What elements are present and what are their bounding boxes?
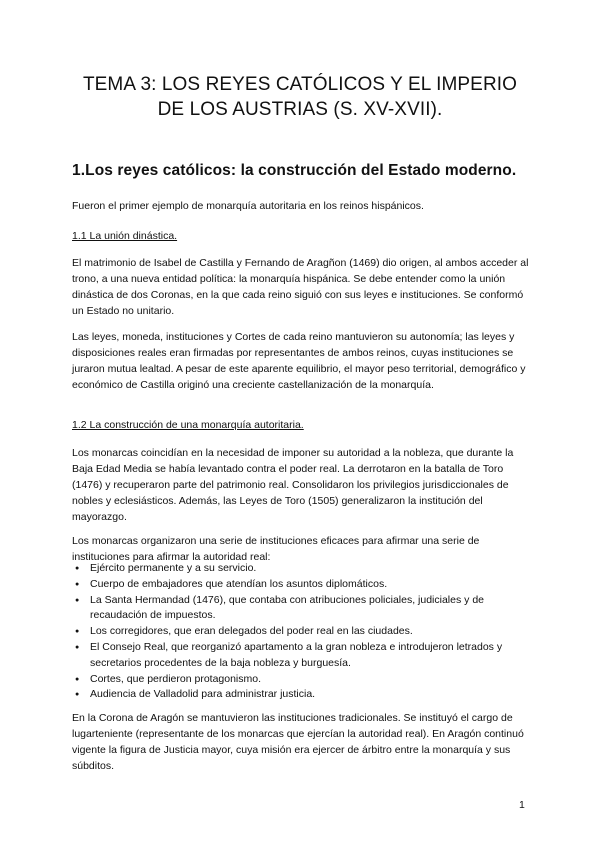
subsection-title-1-2: 1.2 La construcción de una monarquía autoritaria. xyxy=(72,419,304,431)
list-item: ● Ejército permanente y a su servicio. xyxy=(72,561,532,577)
title-line-2: DE LOS AUSTRIAS (S. XV-XVII). xyxy=(157,99,443,120)
paragraph-union-dinastica-1: El matrimonio de Isabel de Castilla y Fernando de Aragñon (1469) dio origen, al ambos acceder al trono, a una nueva entidad política: la monarquía hispánica. Se debe entender como la unión dinástica de dos Coronas, en la que cada reino siguió con sus leyes e instituciones. Se conformó un Estado no unitario. xyxy=(72,257,529,317)
list-item: ● Cortes, que perdieron protagonismo. xyxy=(72,672,532,688)
page-number: 1 xyxy=(519,799,525,811)
paragraph-aragon: En la Corona de Aragón se mantuvieron las instituciones tradicionales. Se instituyó el cargo de lugarteniente (representante de los monarcas que ejercían la autoridad real). En Aragón continuó vigente la figura de Justicia mayor, cuya misión era ejercer de árbitro entre la monarquía y sus súbditos. xyxy=(72,712,524,772)
paragraph-monarquia-2: Los monarcas organizaron una serie de instituciones eficaces para afirmar una serie de instituciones para afirmar la autoridad real: xyxy=(72,535,480,563)
paragraph-monarquia-1: Los monarcas coincidían en la necesidad de imponer su autoridad a la nobleza, que durante la Baja Edad Media se había levantado contra el poder real. La derrotaron en la batalla de Toro (1476) y recuperaron parte del patrimonio real. Consolidaron los privilegios jurisdiccionales de nobles y eclesiásticos. Además, las Leyes de Toro (1505) generalizaron la institución del mayorazgo. xyxy=(72,447,514,523)
paragraph-union-dinastica-2: Las leyes, moneda, instituciones y Cortes de cada reino mantuvieron su autonomía; las leyes y disposiciones reales eran firmadas por representantes de ambos reinos, cuyas instituciones se juraron mutua lealtad. A pesar de este aparente equilibrio, el mayor peso territorial, demográfico y económico de Castilla originó una creciente castellanización de la monarquía. xyxy=(72,331,526,391)
section-heading: 1.Los reyes católicos: la construcción del Estado moderno. xyxy=(72,162,517,179)
title-line-1: TEMA 3: LOS REYES CATÓLICOS Y EL IMPERIO xyxy=(82,74,518,95)
page-title xyxy=(40,72,560,122)
list-item: ● Los corregidores, que eran delegados del poder real en las ciudades. xyxy=(72,624,532,640)
list-item: ● El Consejo Real, que reorganizó apartamento a la gran nobleza e introdujeron letrados y secretarios procedentes de la baja nobleza y burguesía. xyxy=(72,640,532,672)
list-item: ● Audiencia de Valladolid para administrar justicia. xyxy=(72,687,532,703)
intro-paragraph: Fueron el primer ejemplo de monarquía autoritaria en los reinos hispánicos. xyxy=(72,200,424,212)
subsection-title-1-1: 1.1 La unión dinástica. xyxy=(72,230,178,242)
list-item: ● La Santa Hermandad (1476), que contaba con atribuciones policiales, judiciales y de recaudación de impuestos. xyxy=(72,593,532,625)
list-item: ● Cuerpo de embajadores que atendían los asuntos diplomáticos. xyxy=(72,577,532,593)
institutions-list xyxy=(72,561,532,703)
